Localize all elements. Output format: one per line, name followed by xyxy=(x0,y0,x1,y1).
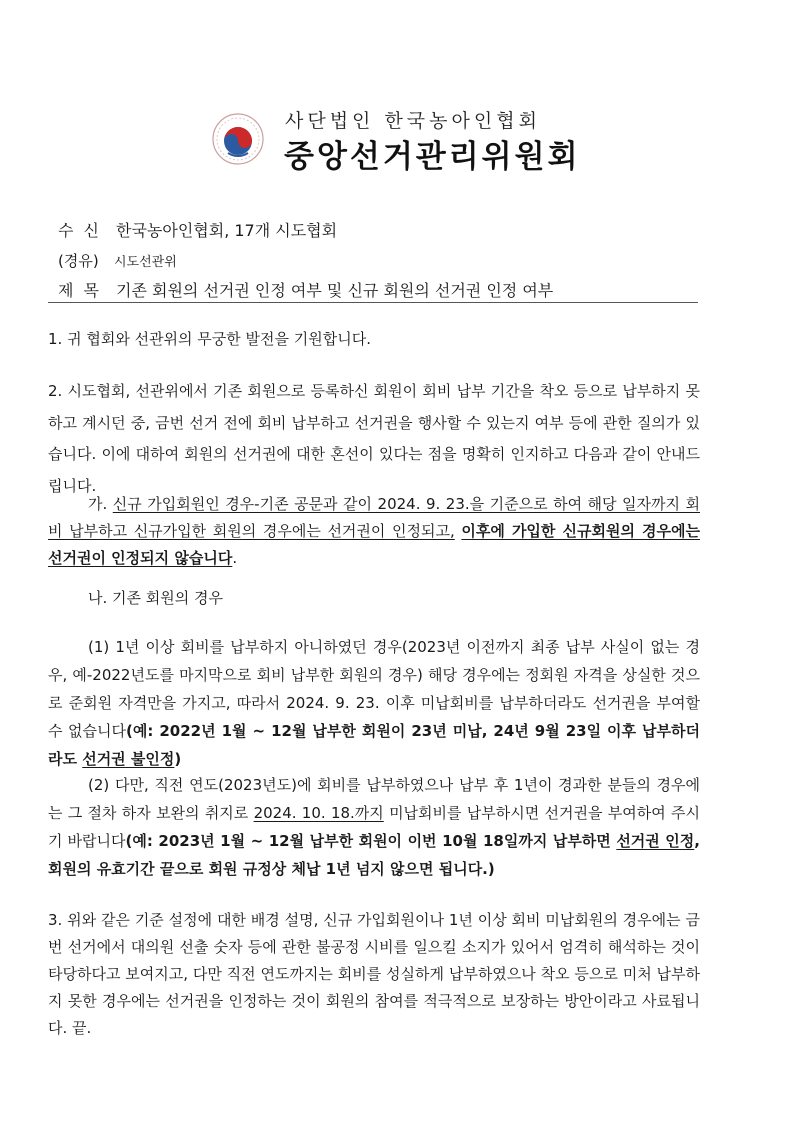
item-ga xyxy=(48,491,700,572)
sub-item-1-text: (1) 1년 이상 회비를 납부하지 아니하였던 경우(2023년 이전까지 최종 납부 사실이 없는 경우, 예-2022년도를 마지막으로 회비 납부한 회원의 경우) 해당 경우에는 정회원 자격을 상실한 것으로 준회원 자격만을 가지고, 따라서 2024. 9. 23. 이후 미납회비를 납부하더라도 선거권을 부여할 수 없습니다 xyxy=(48,638,700,740)
sub-item-2-text: (2) 다만, 직전 연도(2023년도)에 회비를 납부하였으나 납부 후 1년이 경과한 분들의 경우에는 그 절차 하자 보완의 취지로 xyxy=(48,776,700,822)
item-ga-end: . xyxy=(232,549,238,567)
recipient-label: 수신 xyxy=(58,221,109,240)
sub-item-2-example-end: , 회원의 유효기간 끝으로 회원 규정상 체납 1년 넘지 않으면 됩니다.) xyxy=(48,832,700,878)
recipient-line xyxy=(58,218,337,241)
via-label: (경유) xyxy=(58,252,99,270)
header-divider xyxy=(48,302,698,303)
sub-item-2-deadline: 2024. 10. 18.까지 xyxy=(253,804,384,822)
subject-line xyxy=(58,278,553,301)
recipient-value: 한국농아인협회, 17개 시도협회 xyxy=(116,221,338,240)
subject-label: 제목 xyxy=(58,281,109,300)
association-seal-icon xyxy=(212,113,264,165)
sub-item-1-close: ) xyxy=(174,750,182,768)
organization-subtitle: 사단법인 한국농아인협회 xyxy=(285,110,541,132)
organization-title: 중앙선거관리위원회 xyxy=(284,139,581,175)
item-ga-prefix: 가. xyxy=(88,495,113,513)
sub-item-2 xyxy=(48,771,700,883)
sub-item-2-example: (예: 2023년 1월 ~ 12월 납부한 회원이 이번 10월 18일까지 납부하면 xyxy=(125,832,617,850)
via-line xyxy=(58,250,177,271)
sub-item-1 xyxy=(48,633,700,773)
item-ga-underlined: 신규 가입회원인 경우-기존 공문과 같이 2024. 9. 23.을 기준으로 하여 해당 일자까지 회비 납부하고 신규가입한 회원의 경우에는 선거권이 인정되고, xyxy=(48,495,700,540)
paragraph-1: 1. 귀 협회와 선관위의 무궁한 발전을 기원합니다. xyxy=(48,330,371,348)
sub-item-1-example: (예: 2022년 1월 ~ 12월 납부한 회원이 23년 미납, 24년 9월 23일 이후 납부하더라도 xyxy=(48,722,700,768)
via-value: 시도선관위 xyxy=(114,255,177,270)
paragraph-3: 3. 위와 같은 기준 설정에 대한 배경 설명, 신규 가입회원이나 1년 이상 회비 미납회원의 경우에는 금번 선거에서 대의원 선출 숫자 등에 관한 불공정 시비를 일으킬 소지가 있어서 엄격히 해석하는 것이 타당하다고 보여지고, 다만 직전 연도까지는 회비를 성실하게 납부하였으나 착오 등으로 미처 납부하지 못한 경우에는 선거권을 인정하는 것이 회원의 참여를 적극적으로 보장하는 방안이라고 사료됩니다. 끝. xyxy=(48,911,700,1037)
sub-item-2-text-2: 미납회비를 납부하시면 선거권을 부여하여 주시기 바랍니다 xyxy=(48,804,700,850)
sub-item-1-emphasis: 선거권 불인정 xyxy=(82,750,175,768)
paragraph-2: 2. 시도협회, 선관위에서 기존 회원으로 등록하신 회원이 회비 납부 기간을 착오 등으로 납부하지 못하고 계시던 중, 금번 선거 전에 회비 납부하고 선거권을 행사할 수 있는지 여부 등에 관한 질의가 있습니다. 이에 대하여 회원의 선거권에 대한 혼선이 있다는 점을 명확히 인지하고 다음과 같이 안내드립니다. xyxy=(48,382,700,495)
sub-item-2-emphasis: 선거권 인정 xyxy=(616,832,695,850)
subject-value: 기존 회원의 선거권 인정 여부 및 신규 회원의 선거권 인정 여부 xyxy=(116,281,554,300)
item-ga-bold-underlined: 이후에 가입한 신규회원의 경우에는 선거권이 인정되지 않습니다 xyxy=(48,522,700,567)
item-na: 나. 기존 회원의 경우 xyxy=(88,589,223,607)
